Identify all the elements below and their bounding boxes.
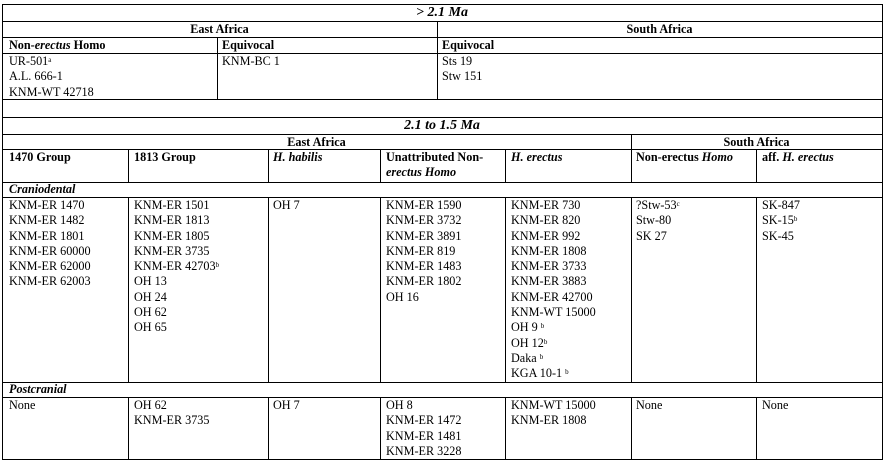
list-item: OH 16 bbox=[386, 289, 419, 304]
cranio-1470-list bbox=[9, 198, 91, 290]
list-item: KNM-ER 1805 bbox=[134, 228, 210, 243]
list-item: KNM-ER 1813 bbox=[134, 213, 210, 228]
list-item: KNM-ER 1482 bbox=[9, 213, 85, 228]
list-item: KNM-ER 1801 bbox=[9, 228, 85, 243]
list-item: OH 7 bbox=[273, 398, 300, 412]
section1-non-erectus-list bbox=[9, 54, 94, 100]
list-item: Stw 151 bbox=[442, 69, 483, 84]
list-item: KNM-ER 62003 bbox=[9, 274, 91, 289]
list-item: SK-847 bbox=[762, 198, 800, 212]
list-item: SK 27 bbox=[636, 228, 667, 243]
section1-south-africa-header: South Africa bbox=[626, 22, 693, 36]
list-item: KNM-ER 1808 bbox=[511, 413, 587, 428]
list-item: KNM-ER 1472 bbox=[386, 413, 462, 428]
list-item: KNM-ER 3883 bbox=[511, 274, 587, 289]
craniodental-label: Craniodental bbox=[9, 182, 76, 196]
cranio-erectus-list bbox=[511, 198, 596, 382]
list-item: KNM-ER 1483 bbox=[386, 259, 462, 274]
list-item: A.L. 666-1 bbox=[9, 69, 63, 84]
header-h-erectus: H. erectus bbox=[511, 150, 563, 164]
list-item: KNM-WT 15000 bbox=[511, 305, 596, 320]
section1-equivocal-sa-list bbox=[442, 54, 482, 85]
section2-south-africa-header: South Africa bbox=[723, 135, 790, 149]
list-item: KNM-WT 15000 bbox=[511, 398, 596, 412]
list-item: KNM-ER 42703$^b$ bbox=[134, 259, 220, 274]
section1-east-africa-header: East Africa bbox=[190, 22, 249, 36]
list-item: OH 62 bbox=[134, 398, 167, 412]
cranio-unattributed-list bbox=[386, 198, 462, 305]
list-item: KNM-ER 3228 bbox=[386, 443, 462, 458]
list-item: KNM-ER 1470 bbox=[9, 198, 85, 212]
list-item: KNM-ER 730 bbox=[511, 198, 581, 212]
list-item: KNM-ER 42700 bbox=[511, 289, 593, 304]
header-sa-non-erectus: Non-erectus Homo bbox=[636, 150, 733, 164]
cranio-habilis-list bbox=[273, 198, 300, 213]
cranio-sa-non-erectus-list bbox=[636, 198, 680, 244]
list-item: None bbox=[762, 398, 789, 412]
list-item: KNM-ER 992 bbox=[511, 228, 581, 243]
list-item: Stw-80 bbox=[636, 213, 672, 228]
list-item: OH 24 bbox=[134, 289, 167, 304]
list-item: KNM-ER 60000 bbox=[9, 243, 91, 258]
cranio-1813-list bbox=[134, 198, 219, 336]
list-item: KNM-ER 1590 bbox=[386, 198, 462, 212]
list-item: KNM-BC 1 bbox=[222, 54, 280, 68]
list-item: UR-501$^a$ bbox=[9, 54, 52, 68]
section2-east-africa-header: East Africa bbox=[287, 135, 346, 149]
list-item: OH 12$^b$ bbox=[511, 335, 548, 350]
list-item: KNM-ER 3891 bbox=[386, 228, 462, 243]
list-item: KNM-ER 819 bbox=[386, 243, 456, 258]
section1-non-erectus-header: Non-erectus Homo bbox=[9, 38, 106, 52]
list-item: OH 65 bbox=[134, 320, 167, 335]
list-item: OH 62 bbox=[134, 305, 167, 320]
list-item: Sts 19 bbox=[442, 54, 473, 68]
header-aff-h-erectus: aff. H. erectus bbox=[762, 150, 834, 164]
list-item: KNM-ER 1802 bbox=[386, 274, 462, 289]
list-item: KNM-ER 3735 bbox=[134, 413, 210, 428]
list-item: KNM-ER 1501 bbox=[134, 198, 210, 212]
post-aff-erectus-list bbox=[762, 398, 788, 413]
post-unattributed-list bbox=[386, 398, 462, 459]
postcranial-label: Postcranial bbox=[9, 382, 67, 396]
section1-title: > 2.1 Ma bbox=[416, 5, 468, 20]
post-1813-list bbox=[134, 398, 210, 429]
section2-title: 2.1 to 1.5 Ma bbox=[404, 118, 480, 133]
section1-equivocal-ea-header: Equivocal bbox=[222, 38, 275, 52]
post-sa-non-erectus-list bbox=[636, 398, 662, 413]
list-item: KNM-WT 42718 bbox=[9, 84, 94, 99]
list-item: KGA 10-1 $^b$ bbox=[511, 366, 569, 381]
list-item: OH 9 $^b$ bbox=[511, 320, 545, 335]
list-item: OH 13 bbox=[134, 274, 167, 289]
list-item: ?Stw-53$^c$ bbox=[636, 198, 680, 212]
list-item: KNM-ER 820 bbox=[511, 213, 581, 228]
list-item: SK-15$^b$ bbox=[762, 213, 798, 228]
header-unattributed: Unattributed Non- erectus Homo bbox=[386, 150, 484, 180]
list-item: KNM-ER 1808 bbox=[511, 243, 587, 258]
header-1813-group: 1813 Group bbox=[134, 150, 196, 164]
header-1470-group: 1470 Group bbox=[9, 150, 71, 164]
list-item: None bbox=[9, 398, 36, 412]
list-item: OH 7 bbox=[273, 198, 300, 212]
list-item: KNM-ER 1481 bbox=[386, 428, 462, 443]
section1-equivocal-sa-header: Equivocal bbox=[442, 38, 495, 52]
section1-equivocal-ea-list bbox=[222, 54, 280, 69]
list-item: None bbox=[636, 398, 663, 412]
list-item: Daka $^b$ bbox=[511, 350, 544, 365]
list-item: KNM-ER 3732 bbox=[386, 213, 462, 228]
post-erectus-list bbox=[511, 398, 596, 429]
post-habilis-list bbox=[273, 398, 300, 413]
list-item: OH 8 bbox=[386, 398, 413, 412]
list-item: KNM-ER 3733 bbox=[511, 259, 587, 274]
list-item: KNM-ER 3735 bbox=[134, 243, 210, 258]
list-item: SK-45 bbox=[762, 228, 794, 243]
post-1470-list bbox=[9, 398, 35, 413]
list-item: KNM-ER 62000 bbox=[9, 259, 91, 274]
cranio-aff-erectus-list bbox=[762, 198, 800, 244]
header-h-habilis: H. habilis bbox=[273, 150, 323, 164]
